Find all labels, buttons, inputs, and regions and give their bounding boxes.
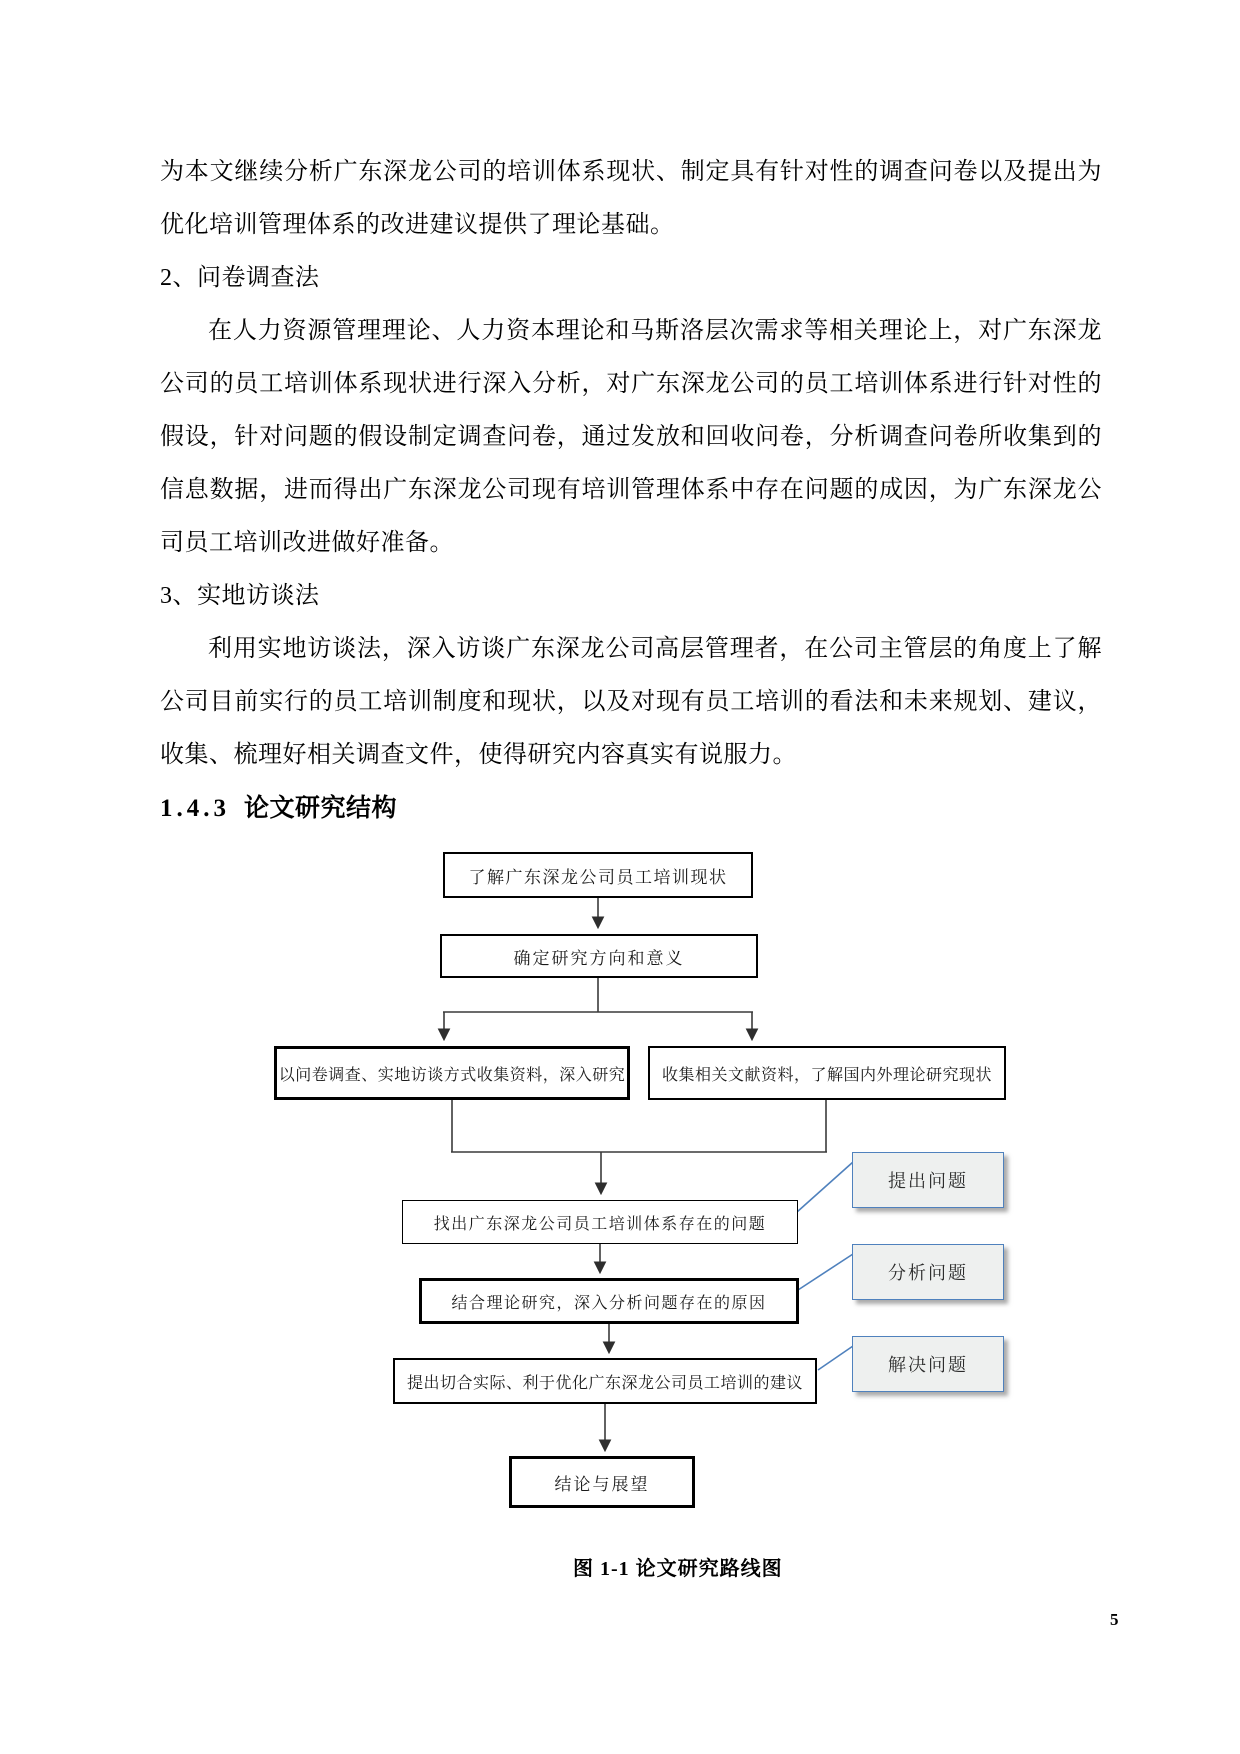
- page-number: 5: [1110, 1610, 1119, 1629]
- section-number: 1.4.3: [160, 795, 230, 822]
- body-text: [160, 146, 1102, 835]
- flow-node-conclusion: 结论与展望: [509, 1456, 695, 1508]
- side-label-raise-problem: 提出问题: [852, 1152, 1004, 1208]
- flow-node-research-direction: 确定研究方向和意义: [440, 934, 758, 978]
- paragraph-method2: 在人力资源管理理论、人力资本理论和马斯洛层次需求等相关理论上，对广东深龙公司的员工培训体系现状进行深入分析，对广东深龙公司的员工培训体系进行针对性的假设，针对问题的假设制定调查问卷，通过发放和回收问卷，分析调查问卷所收集到的信息数据，进而得出广东深龙公司现有培训管理体系中存在问题的成因，为广东深龙公司员工培训改进做好准备。: [160, 318, 1102, 556]
- method2-heading: 2、问卷调查法: [160, 265, 320, 291]
- flow-node-propose-suggestions: 提出切合实际、利于优化广东深龙公司员工培训的建议: [393, 1358, 817, 1404]
- section-heading-143: [160, 782, 1102, 835]
- flow-node-survey-interview: 以问卷调查、实地访谈方式收集资料，深入研究: [274, 1046, 630, 1100]
- side-label-analyze-problem: 分析问题: [852, 1244, 1004, 1300]
- flow-node-analyze-causes: 结合理论研究，深入分析问题存在的原因: [419, 1278, 799, 1324]
- research-flowchart: [0, 840, 1240, 1540]
- side-label-solve-problem: 解决问题: [852, 1336, 1004, 1392]
- figure-caption: 图 1-1 论文研究路线图: [573, 1558, 783, 1580]
- flow-node-find-problems: 找出广东深龙公司员工培训体系存在的问题: [402, 1200, 798, 1244]
- paragraph-method3: 利用实地访谈法，深入访谈广东深龙公司高层管理者，在公司主管层的角度上了解公司目前实行的员工培训制度和现状，以及对现有员工培训的看法和未来规划、建议，收集、梳理好相关调查文件，使得研究内容真实有说服力。: [160, 636, 1102, 768]
- flow-node-current-status: 了解广东深龙公司员工培训现状: [443, 852, 753, 898]
- section-title: 论文研究结构: [244, 795, 398, 822]
- paragraph-intro-continued: 为本文继续分析广东深龙公司的培训体系现状、制定具有针对性的调查问卷以及提出为优化培训管理体系的改进建议提供了理论基础。: [160, 159, 1102, 238]
- method3-heading: 3、实地访谈法: [160, 583, 320, 609]
- flow-node-literature-review: 收集相关文献资料，了解国内外理论研究现状: [648, 1046, 1006, 1100]
